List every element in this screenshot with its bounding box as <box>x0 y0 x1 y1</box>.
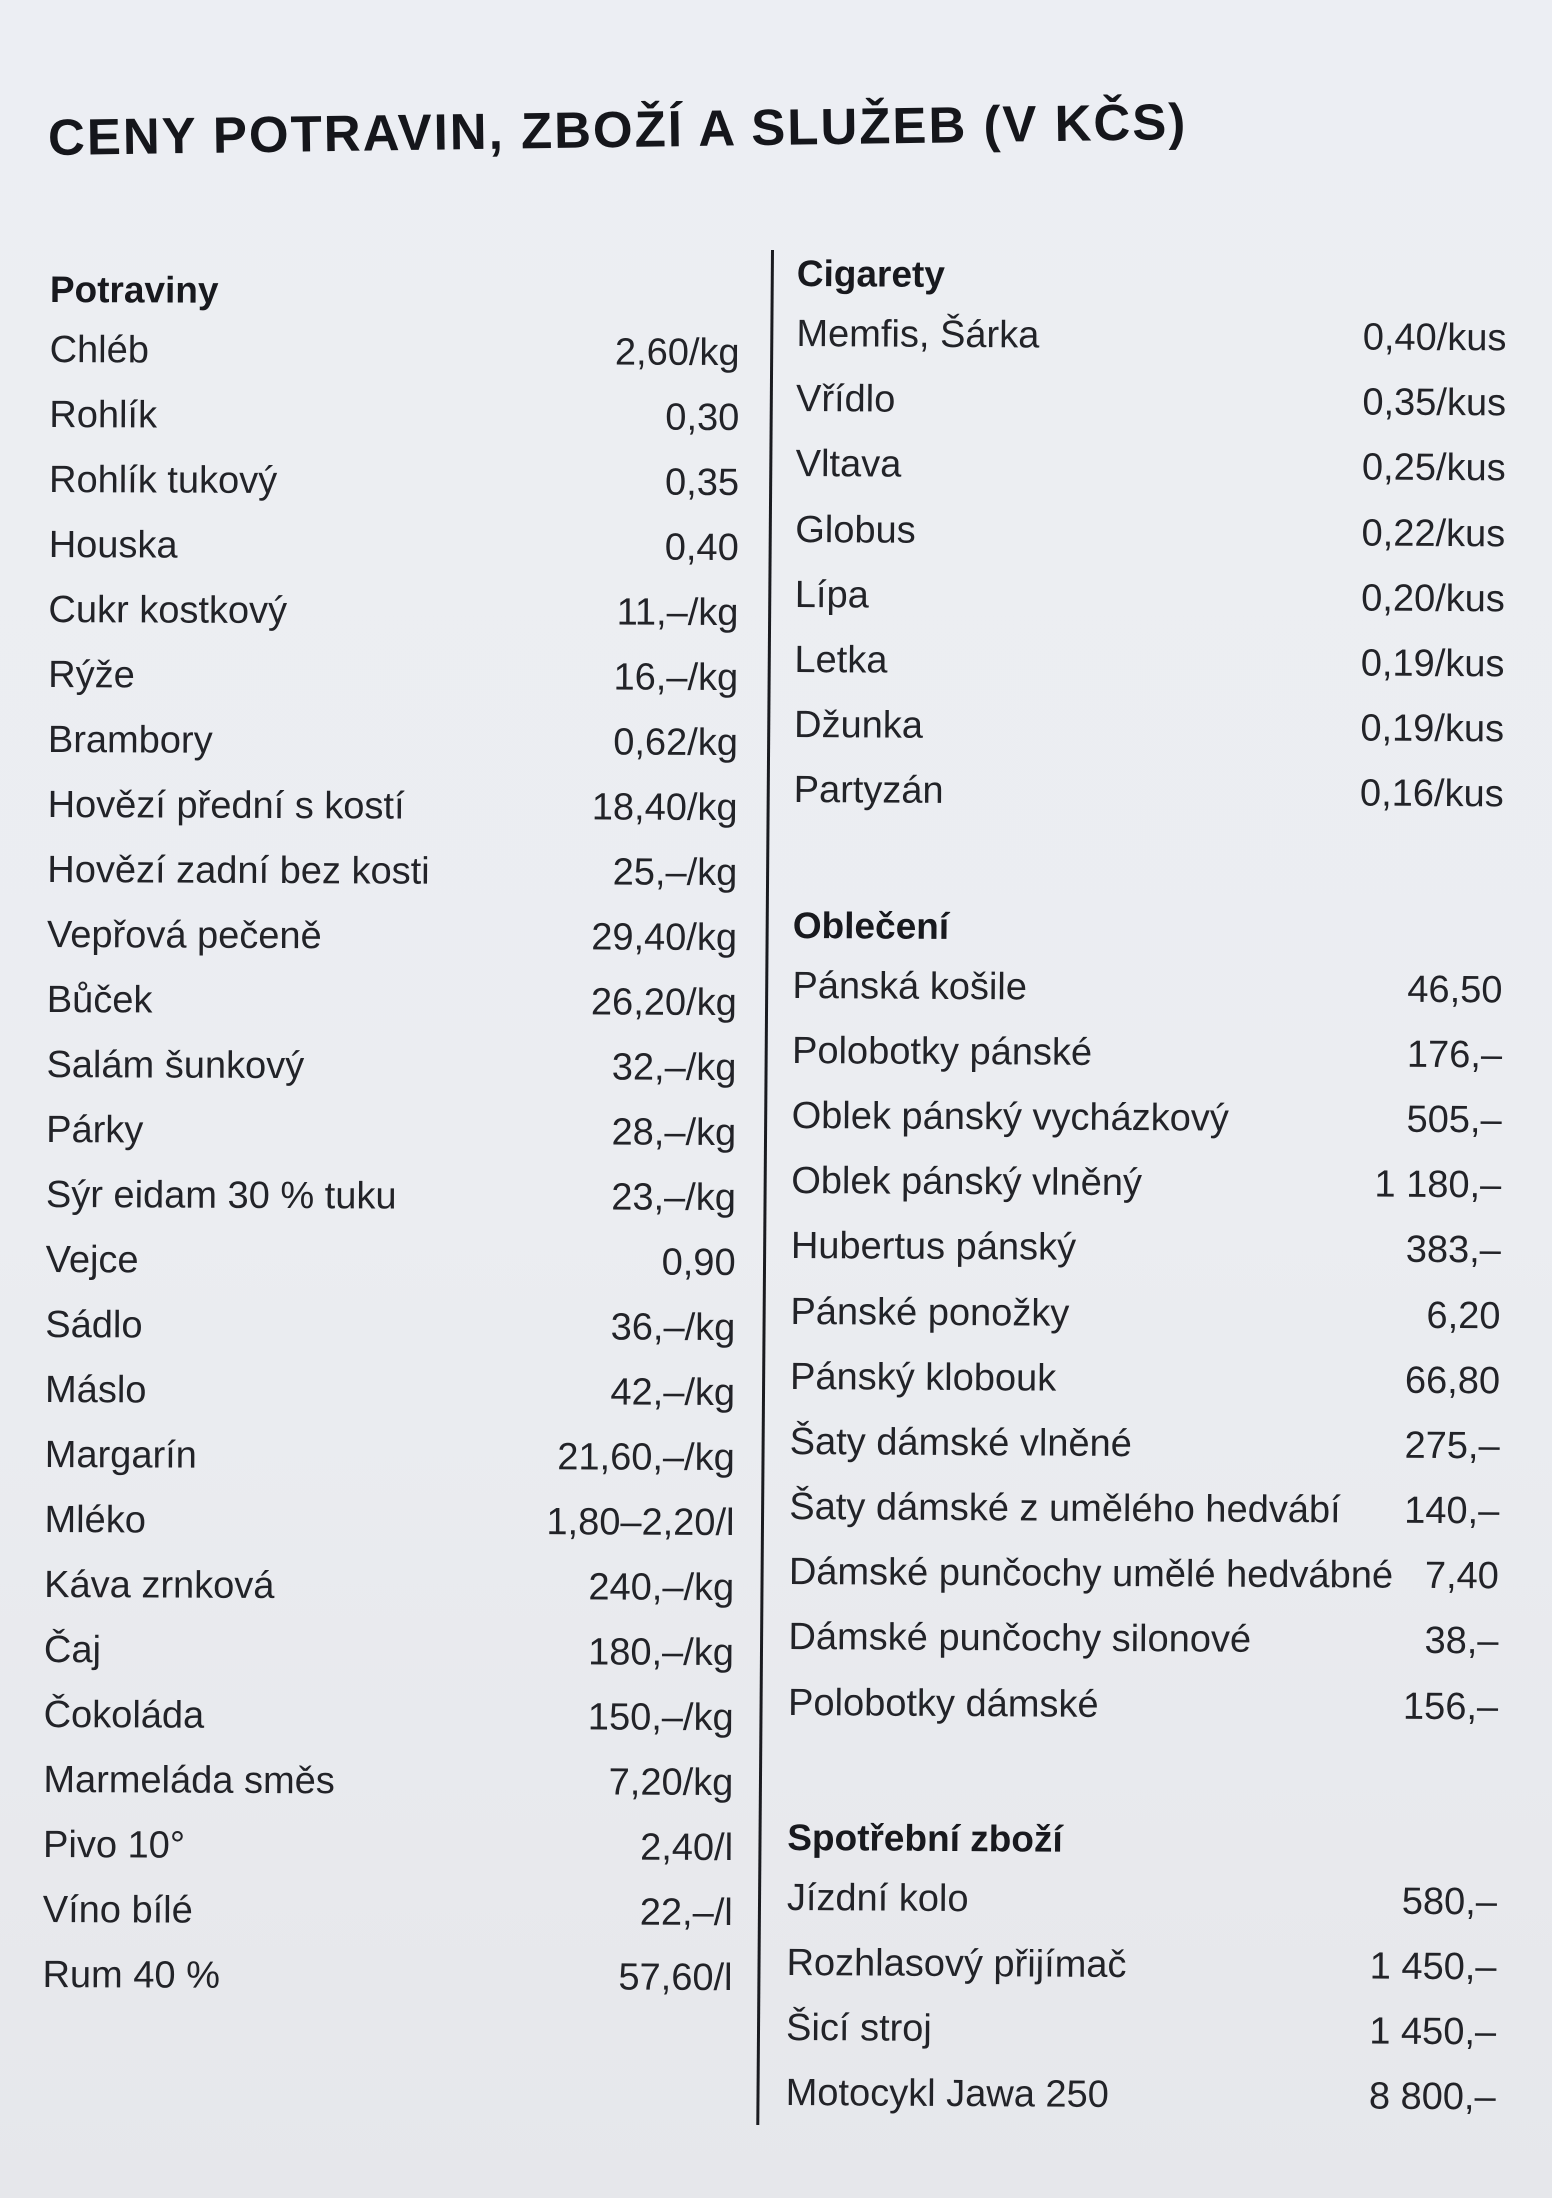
item-price: 140,– <box>1404 1489 1500 1533</box>
item-name: Oblek pánský vlněný <box>791 1160 1143 1205</box>
item-price: 180,–/kg <box>588 1631 735 1674</box>
item-price: 8 800,– <box>1368 2075 1496 2119</box>
price-row <box>791 1149 1501 1219</box>
item-price: 0,40/kus <box>1362 316 1507 360</box>
item-price: 1 180,– <box>1374 1163 1502 1207</box>
item-price: 0,22/kus <box>1361 512 1506 555</box>
section-spotrebni-zbozi <box>786 1810 1498 2131</box>
price-row <box>795 432 1505 502</box>
price-row <box>47 773 737 841</box>
item-price: 16,–/kg <box>613 656 739 700</box>
item-price: 6,20 <box>1426 1294 1501 1337</box>
price-row <box>789 1475 1499 1545</box>
item-price: 150,–/kg <box>587 1696 734 1739</box>
price-row <box>789 1540 1499 1610</box>
item-name: Čaj <box>43 1628 102 1672</box>
item-price: 0,40 <box>664 526 739 570</box>
item-price: 0,25/kus <box>1361 446 1506 490</box>
price-row <box>790 1345 1500 1415</box>
price-row <box>786 2061 1496 2131</box>
item-name: Dámské punčochy umělé hedvábné <box>788 1551 1394 1597</box>
section-heading: Oblečení <box>792 904 950 947</box>
item-price: 1 450,– <box>1369 1945 1497 1989</box>
price-row <box>793 758 1503 828</box>
item-name: Polobotky pánské <box>791 1029 1093 1074</box>
price-row <box>45 1293 735 1361</box>
item-name: Lípa <box>794 573 869 617</box>
item-price: 29,40/kg <box>591 916 738 960</box>
item-name: Vepřová pečeně <box>46 913 322 958</box>
item-name: Káva zrnková <box>44 1563 275 1607</box>
price-row <box>789 1410 1499 1480</box>
price-row <box>46 1033 736 1101</box>
price-row <box>49 318 739 386</box>
price-row <box>791 1084 1501 1154</box>
item-price: 21,60,–/kg <box>557 1436 735 1479</box>
item-name: Margarín <box>44 1433 197 1477</box>
price-row <box>48 708 738 776</box>
price-row <box>49 383 739 451</box>
right-column <box>786 246 1507 2131</box>
item-name: Párky <box>46 1108 144 1152</box>
item-price: 23,–/kg <box>611 1176 737 1220</box>
section-heading: Spotřební zboží <box>787 1816 1063 1860</box>
price-row <box>44 1488 734 1556</box>
item-price: 240,–/kg <box>588 1566 735 1609</box>
item-price: 28,–/kg <box>611 1111 737 1155</box>
price-row <box>43 1748 733 1816</box>
section-heading: Cigarety <box>796 252 946 295</box>
price-row <box>47 903 737 971</box>
item-price: 22,–/l <box>639 1891 733 1934</box>
item-price: 1,80–2,20/l <box>546 1501 735 1544</box>
item-price: 26,20/kg <box>590 981 737 1025</box>
item-name: Rum 40 % <box>42 1953 221 1997</box>
price-row <box>795 498 1505 568</box>
section-cigarety <box>793 246 1507 828</box>
section-heading: Potraviny <box>49 268 219 311</box>
item-price: 0,35/kus <box>1362 381 1507 425</box>
price-row <box>795 563 1505 633</box>
price-row <box>796 302 1506 372</box>
price-row <box>49 448 739 516</box>
price-row <box>786 1996 1496 2066</box>
price-row <box>45 1423 735 1491</box>
price-row <box>796 367 1506 437</box>
item-name: Pánský klobouk <box>789 1355 1057 1400</box>
item-price: 275,– <box>1404 1424 1500 1468</box>
item-price: 66,80 <box>1404 1359 1501 1403</box>
price-row <box>45 1358 735 1426</box>
item-price: 0,62/kg <box>613 721 738 765</box>
item-price: 7,40 <box>1424 1555 1500 1598</box>
price-row <box>43 1813 733 1881</box>
item-name: Rohlík tukový <box>48 458 278 502</box>
price-row <box>44 1618 734 1686</box>
price-row <box>788 1671 1498 1741</box>
item-name: Šicí stroj <box>785 2007 932 2051</box>
item-name: Dámské punčochy silonové <box>788 1616 1252 1662</box>
price-row <box>46 1228 736 1296</box>
item-price: 0,19/kus <box>1360 642 1505 686</box>
item-name: Mléko <box>44 1498 146 1542</box>
item-price: 18,40/kg <box>591 786 738 830</box>
price-row <box>44 1553 734 1621</box>
item-name: Bůček <box>46 978 153 1022</box>
item-name: Marmeláda směs <box>43 1758 335 1803</box>
item-price: 176,– <box>1406 1033 1503 1077</box>
item-name: Sádlo <box>45 1303 143 1347</box>
item-name: Sýr eidam 30 % tuku <box>45 1173 397 1218</box>
price-row <box>792 1019 1502 1089</box>
item-price: 38,– <box>1424 1620 1499 1663</box>
item-name: Jízdní kolo <box>786 1876 969 1920</box>
item-name: Houska <box>48 523 178 567</box>
item-name: Víno bílé <box>42 1888 193 1932</box>
price-row <box>48 643 738 711</box>
item-price: 1 450,– <box>1369 2010 1497 2054</box>
section-potraviny <box>42 262 740 2011</box>
price-row <box>787 1866 1497 1936</box>
item-name: Hovězí přední s kostí <box>47 783 405 828</box>
item-name: Máslo <box>44 1368 147 1412</box>
item-price: 383,– <box>1405 1229 1502 1272</box>
item-price: 505,– <box>1406 1098 1502 1142</box>
price-row <box>792 953 1502 1023</box>
item-name: Memfis, Šárka <box>796 313 1040 357</box>
item-price: 2,40/l <box>640 1826 734 1869</box>
item-name: Letka <box>794 639 888 682</box>
price-row <box>786 1931 1496 2001</box>
item-price: 46,50 <box>1407 968 1503 1011</box>
price-row <box>790 1279 1500 1349</box>
item-name: Šaty dámské vlněné <box>789 1420 1133 1465</box>
price-row <box>46 1163 736 1231</box>
item-price: 57,60/l <box>618 1956 733 1999</box>
price-row <box>791 1214 1501 1284</box>
price-row <box>48 578 738 646</box>
item-name: Pánská košile <box>792 964 1028 1009</box>
item-price: 580,– <box>1401 1880 1498 1924</box>
section-spacer <box>793 823 1503 901</box>
price-row <box>47 968 737 1036</box>
item-price: 0,16/kus <box>1359 772 1504 816</box>
price-row <box>42 1943 732 2011</box>
price-row <box>46 1098 736 1166</box>
item-name: Pánské ponožky <box>790 1290 1070 1335</box>
item-price: 7,20/kg <box>608 1761 734 1804</box>
item-name: Vltava <box>795 443 902 487</box>
item-name: Motocykl Jawa 250 <box>785 2072 1109 2117</box>
item-price: 25,–/kg <box>612 851 738 895</box>
item-name: Hubertus pánský <box>790 1225 1077 1270</box>
item-name: Pivo 10° <box>43 1823 186 1867</box>
item-price: 11,–/kg <box>616 591 739 635</box>
item-price: 0,20/kus <box>1361 577 1505 621</box>
section-obleceni <box>788 897 1503 1740</box>
item-name: Džunka <box>793 704 924 747</box>
item-name: Oblek pánský vycházkový <box>791 1094 1229 1140</box>
item-price: 0,90 <box>661 1241 736 1285</box>
item-name: Salám šunkový <box>46 1043 305 1088</box>
item-price: 0,35 <box>664 461 740 505</box>
item-price: 42,–/kg <box>610 1371 736 1414</box>
item-name: Rozhlasový přijímač <box>786 1941 1127 1987</box>
item-name: Šaty dámské z umělého hedvábí <box>789 1486 1341 1532</box>
price-row <box>788 1605 1498 1675</box>
item-price: 2,60/kg <box>614 331 740 375</box>
left-column <box>42 262 740 2011</box>
price-row <box>43 1878 733 1946</box>
item-name: Čokoláda <box>43 1693 205 1737</box>
price-row <box>47 838 737 906</box>
item-name: Polobotky dámské <box>787 1681 1099 1726</box>
item-price: 32,–/kg <box>611 1046 737 1090</box>
item-price: 0,19/kus <box>1360 707 1505 751</box>
item-name: Partyzán <box>793 769 944 813</box>
item-name: Globus <box>795 508 916 552</box>
item-name: Vřídlo <box>795 378 896 421</box>
item-name: Rohlík <box>49 393 158 437</box>
item-name: Chléb <box>49 328 150 372</box>
item-price: 0,30 <box>665 396 740 440</box>
price-row <box>794 693 1504 763</box>
item-name: Hovězí zadní bez kosti <box>47 848 430 893</box>
page-title: CENY POTRAVIN, ZBOŽÍ A SLUŽEB (V KČS) <box>47 93 1188 166</box>
item-name: Cukr kostkový <box>48 588 288 633</box>
item-price: 156,– <box>1402 1685 1499 1728</box>
price-row <box>49 513 739 581</box>
section-spacer <box>787 1736 1497 1814</box>
item-name: Brambory <box>47 718 213 762</box>
price-row <box>794 628 1504 698</box>
column-divider <box>756 250 774 2125</box>
item-name: Vejce <box>45 1238 139 1282</box>
item-price: 36,–/kg <box>610 1306 736 1350</box>
item-name: Rýže <box>48 653 135 697</box>
price-row <box>44 1683 734 1751</box>
